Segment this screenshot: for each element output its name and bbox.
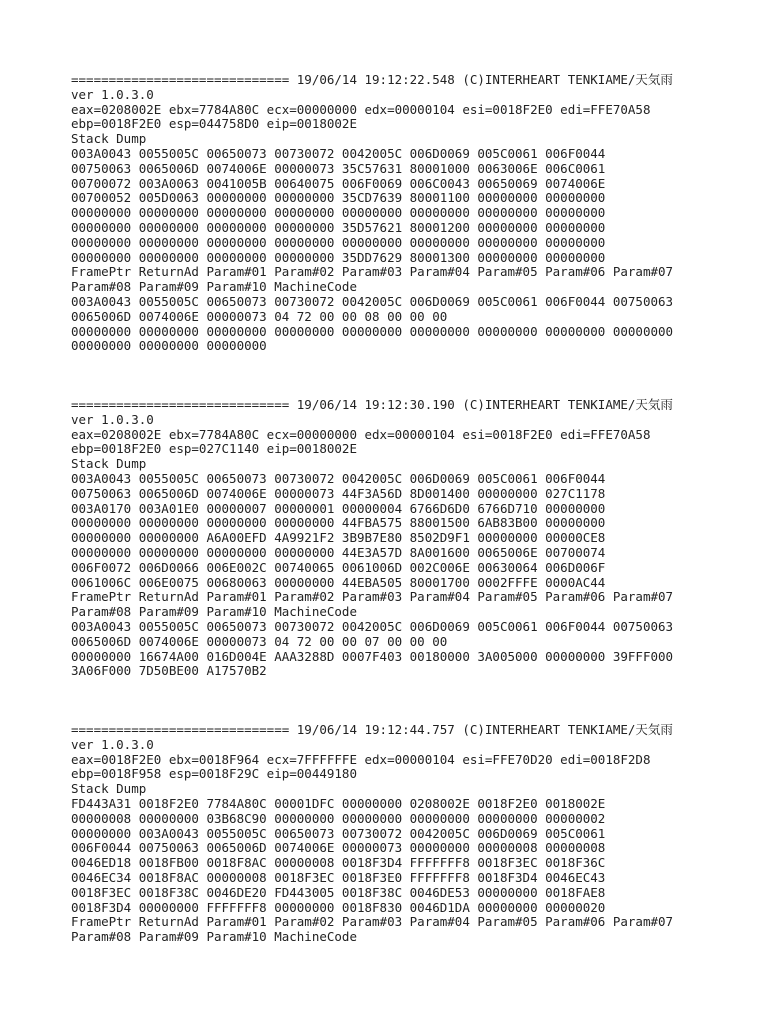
hex-line: FD443A31 0018F2E0 7784A80C 00001DFC 00000000 0208002E 0018F2E0 0018002E	[71, 795, 606, 811]
version-line: ver 1.0.3.0	[71, 736, 154, 752]
hex-line: 006F0072 006D0066 006E002C 00740065 0061006D 002C006E 00630064 006D006F	[71, 559, 606, 575]
hex-line: 0018F3D4 00000000 FFFFFFF8 00000000 0018F830 0046D1DA 00000000 00000020	[71, 899, 606, 915]
frame-header-line: Param#08 Param#09 Param#10 MachineCode	[71, 929, 357, 945]
version-line: ver 1.0.3.0	[71, 86, 154, 102]
crash-dump-3	[71, 723, 675, 945]
section-title: Stack Dump	[71, 781, 147, 797]
hex-line: 00000000 16674A00 016D004E AAA3288D 0007F403 00180000 3A005000 00000000 39FFF000	[71, 648, 674, 664]
hex-line: 00700072 003A0063 0041005B 00640075 006F0069 006C0043 00650069 0074006E	[71, 175, 606, 191]
hex-line: 00000008 00000000 03B68C90 00000000 00000000 00000000 00000000 00000002	[71, 810, 606, 826]
frame-header-line: FramePtr ReturnAd Param#01 Param#02 Param#03 Param#04 Param#05 Param#06 Param#07	[71, 589, 674, 605]
section-title: Stack Dump	[71, 131, 147, 147]
hex-line: 003A0043 0055005C 00650073 00730072 0042005C 006D0069 005C0061 006F0044 00750063	[71, 618, 674, 634]
hex-line: 00700052 005D0063 00000000 00000000 35CD7639 80001100 00000000 00000000	[71, 190, 606, 206]
register-line: eax=0208002E ebx=7784A80C ecx=00000000 edx=00000104 esi=0018F2E0 edi=FFE70A58	[71, 426, 651, 442]
hex-line: 00000000 00000000 00000000 00000000 00000000 00000000 00000000 00000000	[71, 205, 606, 221]
hex-line: 3A06F000 7D50BE00 A17570B2	[71, 663, 267, 679]
hex-line: 00000000 00000000 00000000	[71, 338, 267, 354]
crash-dump-2	[71, 398, 675, 679]
hex-line: 00000000 00000000 00000000 00000000 00000000 00000000 00000000 00000000 00000000	[71, 323, 674, 339]
crash-dump-1	[71, 73, 675, 354]
register-line: ebp=0018F2E0 esp=027C1140 eip=0018002E	[71, 441, 357, 457]
hex-line: 00000000 00000000 00000000 00000000 35DD7629 80001300 00000000 00000000	[71, 249, 606, 265]
dump-header-line: ============================= 19/06/14 19:12:30.190 (C)INTERHEART TENKIAME/天気雨	[71, 397, 673, 412]
hex-line: 00750063 0065006D 0074006E 00000073 35C57631 80001000 0063006E 006C0061	[71, 160, 606, 176]
frame-header-line: Param#08 Param#09 Param#10 MachineCode	[71, 604, 357, 620]
hex-line: 006F0044 00750063 0065006D 0074006E 00000073 00000000 00000008 00000008	[71, 840, 606, 856]
hex-line: 00750063 0065006D 0074006E 00000073 44F3A56D 8D001400 00000000 027C1178	[71, 485, 606, 501]
hex-line: 0061006C 006E0075 00680063 00000000 44EBA505 80001700 0002FFFE 0000AC44	[71, 574, 606, 590]
hex-line: 0018F3EC 0018F38C 0046DE20 FD443005 0018F38C 0046DE53 00000000 0018FAE8	[71, 884, 606, 900]
hex-line: 00000000 00000000 00000000 00000000 00000000 00000000 00000000 00000000	[71, 234, 606, 250]
hex-line: 0065006D 0074006E 00000073 04 72 00 00 07 00 00 00	[71, 633, 448, 649]
hex-line: 0046EC34 0018F8AC 00000008 0018F3EC 0018F3E0 FFFFFFF8 0018F3D4 0046EC43	[71, 869, 606, 885]
hex-line: 003A0170 003A01E0 00000007 00000001 00000004 6766D6D0 6766D710 00000000	[71, 500, 606, 516]
register-line: ebp=0018F2E0 esp=044758D0 eip=0018002E	[71, 116, 357, 132]
hex-line: 003A0043 0055005C 00650073 00730072 0042005C 006D0069 005C0061 006F0044 00750063	[71, 293, 674, 309]
register-line: eax=0018F2E0 ebx=0018F964 ecx=7FFFFFFE edx=00000104 esi=FFE70D20 edi=0018F2D8	[71, 751, 651, 767]
dump-header-line: ============================= 19/06/14 19:12:22.548 (C)INTERHEART TENKIAME/天気雨	[71, 72, 673, 87]
hex-line: 00000000 00000000 00000000 00000000 44E3A57D 8A001600 0065006E 00700074	[71, 544, 606, 560]
section-title: Stack Dump	[71, 456, 147, 472]
dump-header-line: ============================= 19/06/14 19:12:44.757 (C)INTERHEART TENKIAME/天気雨	[71, 722, 673, 737]
register-line: eax=0208002E ebx=7784A80C ecx=00000000 edx=00000104 esi=0018F2E0 edi=FFE70A58	[71, 101, 651, 117]
hex-line: 00000000 00000000 00000000 00000000 44FBA575 88001500 6AB83B00 00000000	[71, 515, 606, 531]
frame-header-line: Param#08 Param#09 Param#10 MachineCode	[71, 279, 357, 295]
hex-line: 0046ED18 0018FB00 0018F8AC 00000008 0018F3D4 FFFFFFF8 0018F3EC 0018F36C	[71, 855, 606, 871]
hex-line: 0065006D 0074006E 00000073 04 72 00 00 08 00 00 00	[71, 308, 448, 324]
hex-line: 00000000 00000000 A6A00EFD 4A9921F2 3B9B7E80 8502D9F1 00000000 00000CE8	[71, 530, 606, 546]
hex-line: 00000000 00000000 00000000 00000000 35D57621 80001200 00000000 00000000	[71, 219, 606, 235]
register-line: ebp=0018F958 esp=0018F29C eip=00449180	[71, 766, 357, 782]
hex-line: 003A0043 0055005C 00650073 00730072 0042005C 006D0069 005C0061 006F0044	[71, 470, 606, 486]
hex-line: 003A0043 0055005C 00650073 00730072 0042005C 006D0069 005C0061 006F0044	[71, 145, 606, 161]
frame-header-line: FramePtr ReturnAd Param#01 Param#02 Param#03 Param#04 Param#05 Param#06 Param#07	[71, 914, 674, 930]
version-line: ver 1.0.3.0	[71, 411, 154, 427]
hex-line: 00000000 003A0043 0055005C 00650073 00730072 0042005C 006D0069 005C0061	[71, 825, 606, 841]
frame-header-line: FramePtr ReturnAd Param#01 Param#02 Param#03 Param#04 Param#05 Param#06 Param#07	[71, 264, 674, 280]
